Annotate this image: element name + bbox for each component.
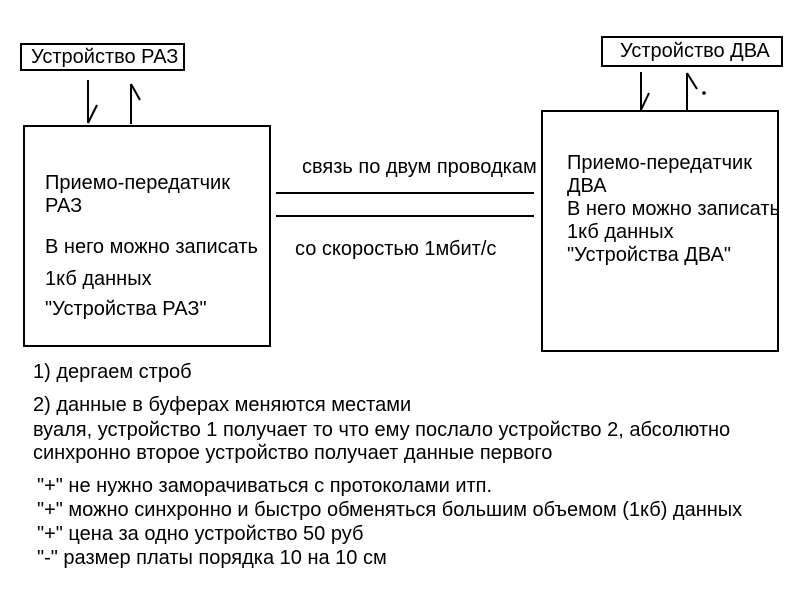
note-explanation-line-1: вуаля, устройство 1 получает то что ему послало устройство 2, абсолютно xyxy=(33,419,731,441)
note-step-2: 2) данные в буферах меняются местами xyxy=(33,394,412,416)
note-step-1: 1) дергаем строб xyxy=(33,361,192,383)
transceiver-two-line-owner: "Устройства ДВА" xyxy=(567,244,731,266)
pros-cons-line-4: "-" размер платы порядка 10 на 10 см xyxy=(37,547,387,569)
note-explanation-line-2: синхронно второе устройство получает данные первого xyxy=(33,442,553,464)
transceiver-one-box xyxy=(23,125,271,347)
pros-cons-line-2: "+" можно синхронно и быстро обменяться большим объемом (1кб) данных xyxy=(37,499,743,521)
device-one-label: Устройство РАЗ xyxy=(31,45,179,68)
transceiver-one-title: Приемо-передатчик РАЗ xyxy=(45,172,230,217)
stray-dot xyxy=(702,91,706,95)
transceiver-one-line-owner: "Устройства РАЗ" xyxy=(45,298,207,320)
pros-cons-line-3: "+" цена за одно устройство 50 руб xyxy=(37,523,364,545)
link-label-wires: связь по двум проводкам xyxy=(302,156,537,178)
transceiver-two-line-size: 1кб данных xyxy=(567,221,674,243)
transceiver-one-line-capacity: В него можно записать xyxy=(45,236,258,258)
device-two-box xyxy=(601,36,783,67)
device-two-label: Устройство ДВА xyxy=(620,40,770,62)
arrow-device-one-up-icon xyxy=(131,84,140,124)
transceiver-two-title: Приемо-передатчик ДВА xyxy=(567,152,752,197)
arrow-device-two-down-icon xyxy=(641,72,649,110)
arrow-device-one-down-icon xyxy=(88,80,97,123)
pros-cons-line-1: "+" не нужно заморачиваться с протоколами итп. xyxy=(37,475,493,497)
link-label-speed: со скоростью 1мбит/с xyxy=(295,238,497,260)
transceiver-one-line-size: 1кб данных xyxy=(45,268,152,290)
transceiver-two-box xyxy=(541,110,779,352)
device-one-box xyxy=(20,43,185,71)
arrow-device-two-up-icon xyxy=(687,73,706,110)
transceiver-two-line-capacity: В него можно записать xyxy=(567,198,780,220)
